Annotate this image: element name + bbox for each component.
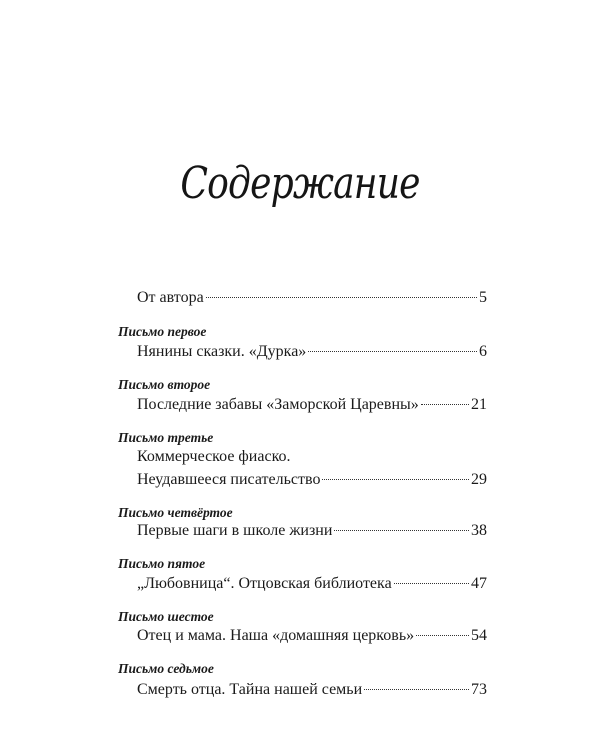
toc-page-number: 54 — [471, 627, 487, 644]
toc-entry-label: Смерть отца. Тайна нашей семьи — [137, 681, 363, 698]
toc-entry-label: Нянины сказки. «Дурка» — [137, 343, 307, 360]
dot-leader — [421, 404, 469, 405]
letter-heading-5: Письмо пятое — [118, 556, 206, 571]
toc-page-number: 47 — [471, 575, 487, 592]
toc-entry-label: Первые шаги в школе жизни — [137, 522, 333, 539]
toc-page-number: 6 — [479, 343, 487, 360]
toc-entry-letter-6[interactable] — [137, 626, 487, 646]
dot-leader — [206, 297, 477, 298]
page-title: Содержание — [180, 158, 420, 209]
letter-heading-7: Письмо седьмое — [118, 661, 214, 676]
dot-leader — [334, 530, 469, 531]
toc-entry-label: Последние забавы «Заморской Царевны» — [137, 396, 419, 413]
toc-page-number: 38 — [471, 522, 487, 539]
letter-heading-4: Письмо четвёртое — [118, 505, 233, 520]
dot-leader — [364, 689, 469, 690]
toc-page-number: 73 — [471, 681, 487, 698]
dot-leader — [416, 635, 469, 636]
dot-leader — [308, 351, 477, 352]
toc-page-number: 5 — [479, 289, 487, 306]
toc-entry-preface[interactable] — [137, 288, 487, 308]
letter-heading-6: Письмо шестое — [118, 609, 214, 624]
toc-page-number: 29 — [471, 471, 487, 488]
toc-entry-letter-3[interactable] — [137, 470, 487, 490]
dot-leader — [394, 583, 469, 584]
toc-entry-letter-7[interactable] — [137, 680, 487, 700]
toc-entry-letter-2[interactable] — [137, 395, 487, 415]
toc-entry-line[interactable]: Коммерческое фиаско. — [137, 448, 291, 465]
toc-entry-label: „Любовница“. Отцовская библиотека — [137, 575, 392, 592]
toc-page-number: 21 — [471, 396, 487, 413]
letter-heading-2: Письмо второе — [118, 377, 211, 392]
toc-entry-label: От автора — [137, 289, 204, 306]
letter-heading-1: Письмо первое — [118, 324, 207, 339]
toc-entry-letter-1[interactable] — [137, 342, 487, 362]
toc-entry-label: Неудавшееся писательство — [137, 471, 321, 488]
toc-entry-letter-4[interactable] — [137, 521, 487, 541]
toc-entry-label: Отец и мама. Наша «домашняя церковь» — [137, 627, 415, 644]
dot-leader — [322, 479, 469, 480]
letter-heading-3: Письмо третье — [118, 430, 214, 445]
toc-entry-letter-5[interactable] — [137, 574, 487, 594]
